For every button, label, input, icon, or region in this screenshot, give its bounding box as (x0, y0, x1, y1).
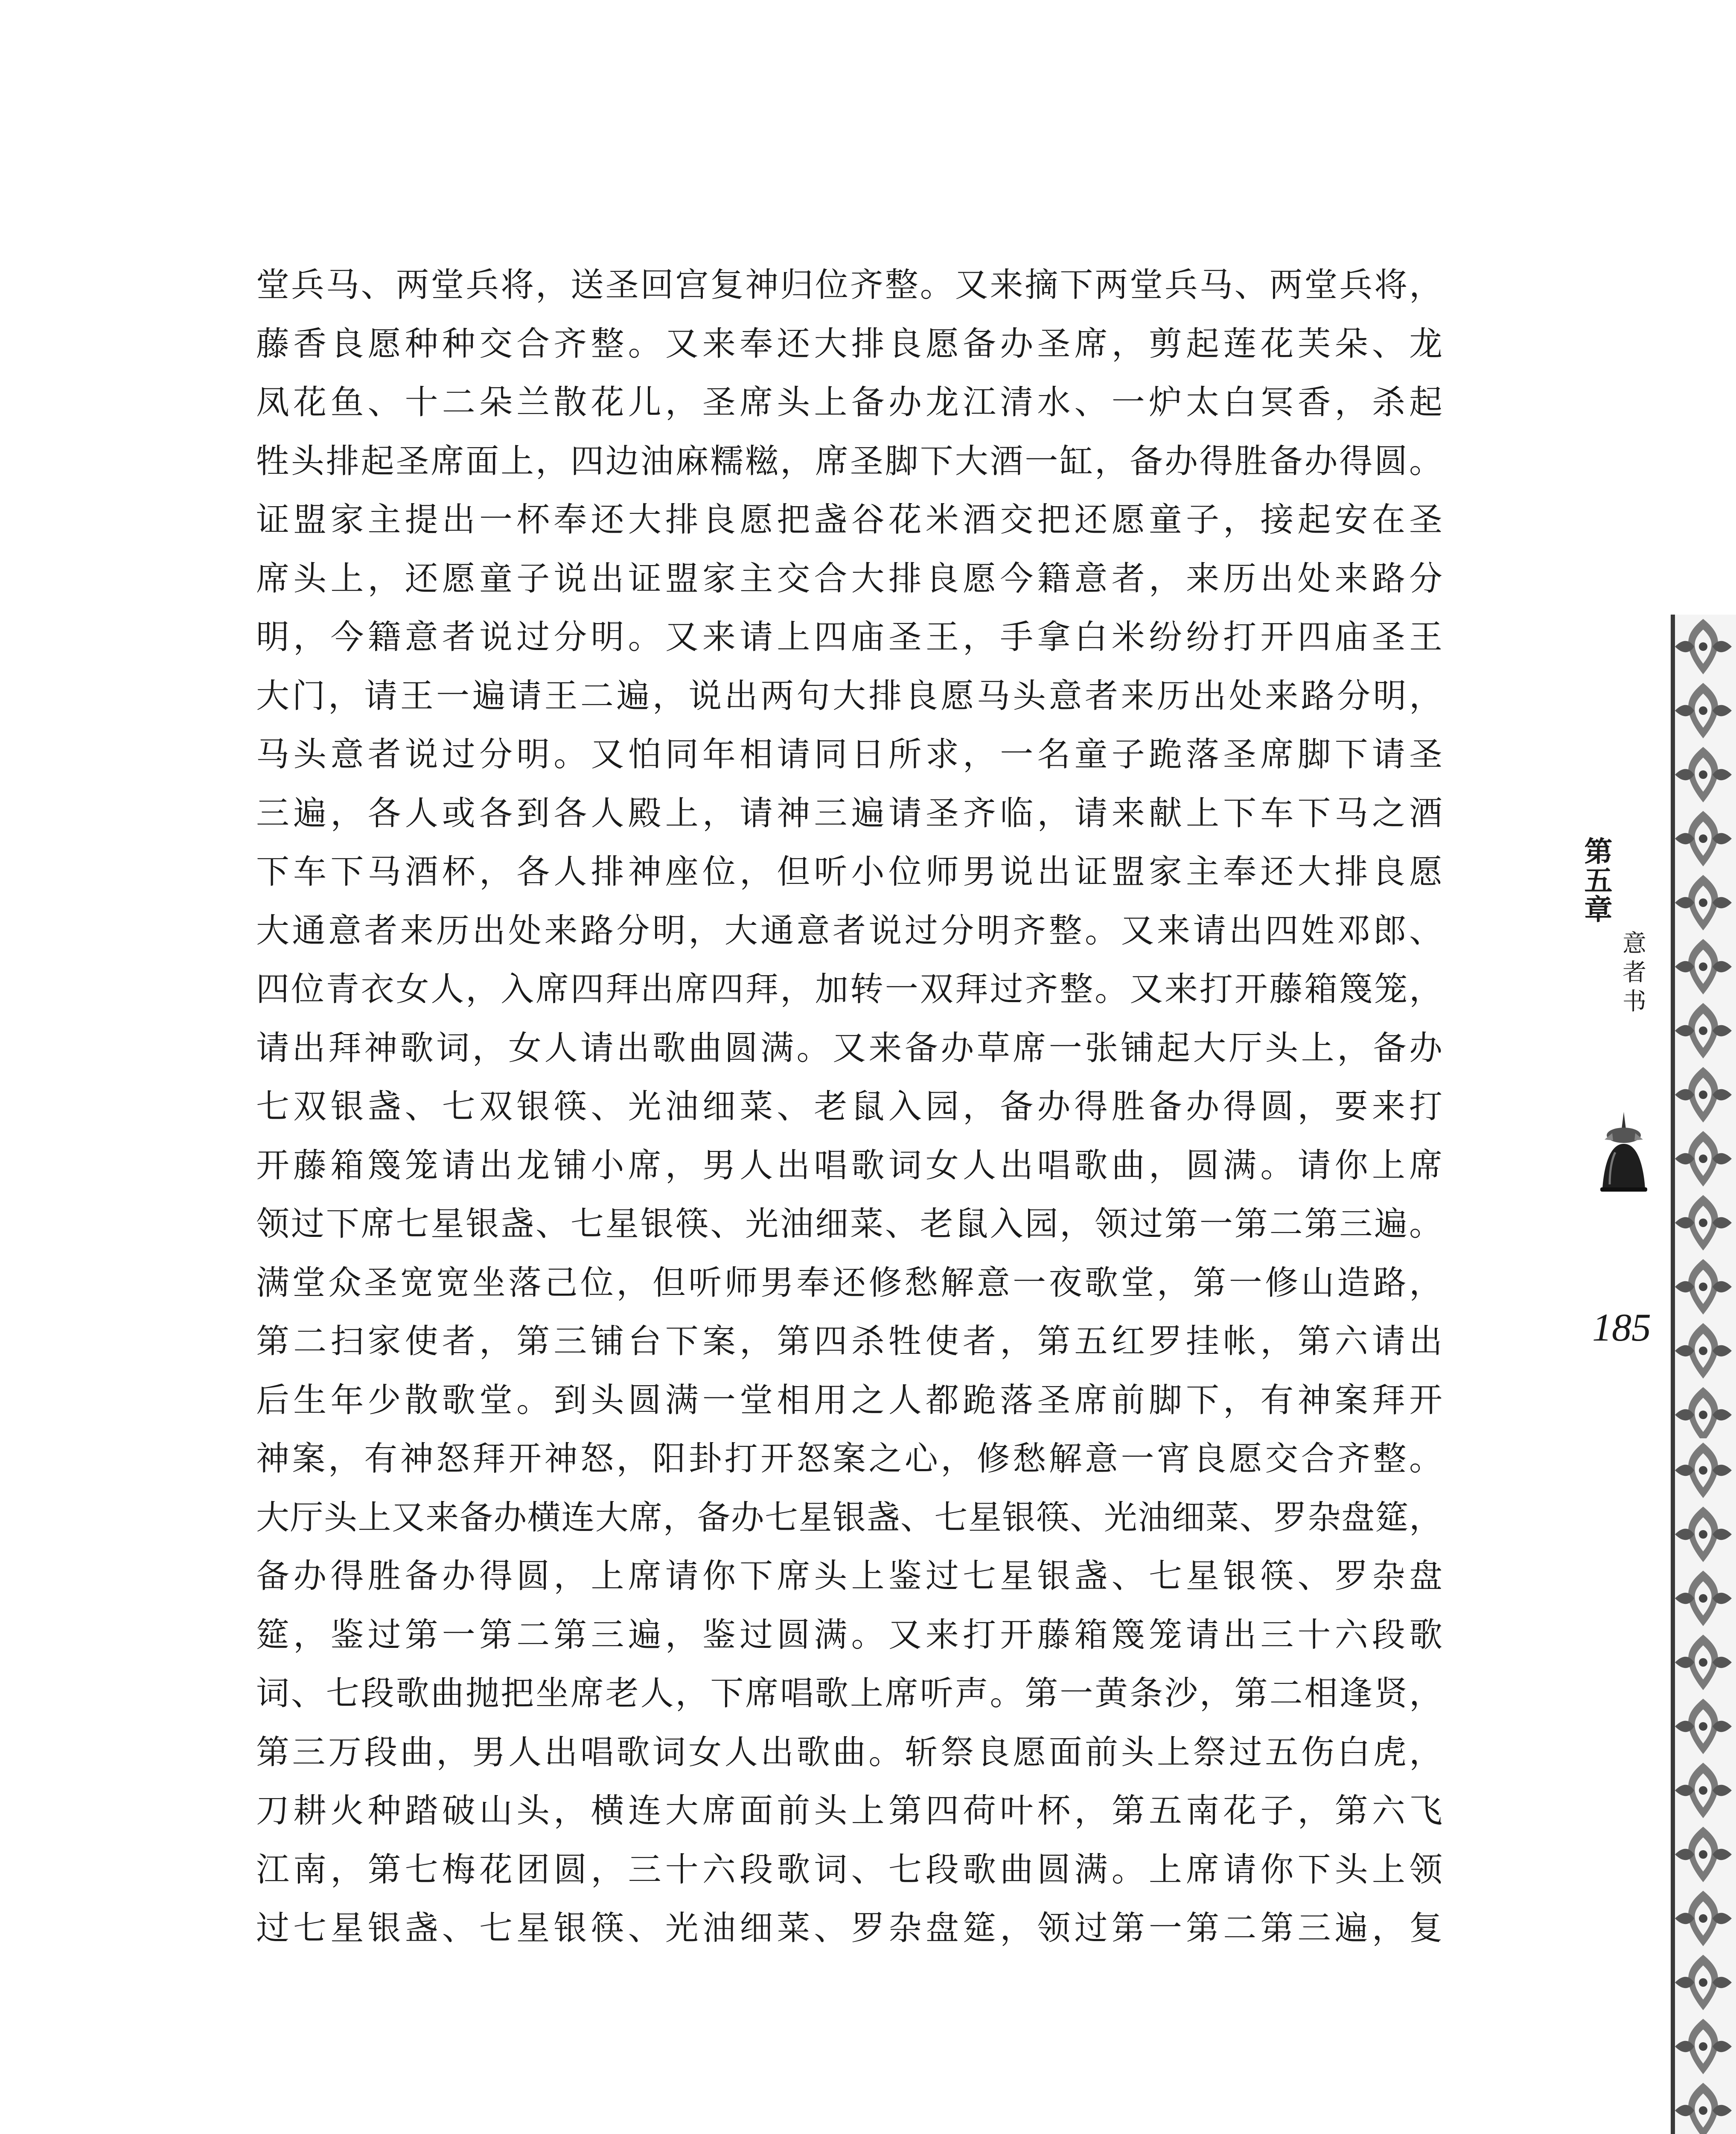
chapter-label: 第五章 (1579, 837, 1613, 924)
text-line: 大门，请王一遍请王二遍，说出两句大排良愿马头意者来历出处来路分明， (256, 676, 1442, 715)
text-line: 七双银盏、七双银筷、光油细菜、老鼠入园，备办得胜备办得圆，要来打 (256, 1087, 1442, 1126)
text-line: 马头意者说过分明。又怕同年相请同日所求，一名童子跪落圣席脚下请圣 (256, 735, 1442, 774)
page-number: 185 (1592, 1306, 1651, 1349)
text-line: 四位青衣女人，入席四拜出席四拜，加转一双拜过齐整。又来打开藤箱篾笼， (256, 970, 1442, 1009)
chapter-title: 意者书 (1619, 930, 1646, 1017)
text-line: 藤香良愿种种交合齐整。又来奉还大排良愿备办圣席，剪起莲花芙朵、龙 (256, 324, 1442, 363)
text-line: 凤花鱼、十二朵兰散花儿，圣席头上备办龙江清水、一炉太白冥香，杀起 (256, 383, 1442, 422)
text-line: 神案，有神怒拜开神怒，阳卦打开怒案之心，修愁解意一宵良愿交合齐整。 (256, 1440, 1442, 1478)
text-line: 第三万段曲，男人出唱歌词女人出歌曲。斩祭良愿面前头上祭过五伤白虎， (256, 1733, 1442, 1772)
text-line: 词、七段歌曲抛把坐席老人，下席唱歌上席听声。第一黄条沙，第二相逢贤， (256, 1674, 1442, 1713)
ornament-border (1671, 615, 1736, 1447)
text-line: 领过下席七星银盏、七星银筷、光油细菜、老鼠入园，领过第一第二第三遍。 (256, 1205, 1442, 1243)
text-line: 满堂众圣宽宽坐落己位，但听师男奉还修愁解意一夜歌堂，第一修山造路， (256, 1263, 1442, 1302)
text-line: 请出拜神歌词，女人请出歌曲圆满。又来备办草席一张铺起大厅头上，备办 (256, 1029, 1442, 1067)
text-line: 大厅头上又来备办横连大席，备办七星银盏、七星银筷、光油细菜、罗杂盘筵， (256, 1498, 1442, 1537)
text-line: 筵，鉴过第一第二第三遍，鉴过圆满。又来打开藤箱篾笼请出三十六段歌 (256, 1615, 1442, 1654)
text-line: 下车下马酒杯，各人排神座位，但听小位师男说出证盟家主奉还大排良愿 (256, 853, 1442, 891)
text-line: 明，今籍意者说过分明。又来请上四庙圣王，手拿白米纷纷打开四庙圣王 (256, 618, 1442, 656)
ornament-border-lower (1671, 1438, 1736, 2134)
text-line: 过七星银盏、七星银筷、光油细菜、罗杂盘筵，领过第一第二第三遍，复 (256, 1909, 1442, 1947)
body-text (256, 256, 1442, 1958)
text-line: 第二扫家使者，第三铺台下案，第四杀牲使者，第五红罗挂帐，第六请出 (256, 1322, 1442, 1361)
text-line: 后生年少散歌堂。到头圆满一堂相用之人都跪落圣席前脚下，有神案拜开 (256, 1381, 1442, 1420)
text-line: 证盟家主提出一杯奉还大排良愿把盏谷花米酒交把还愿童子，接起安在圣 (256, 501, 1442, 539)
text-line: 开藤箱篾笼请出龙铺小席，男人出唱歌词女人出唱歌曲，圆满。请你上席 (256, 1146, 1442, 1185)
text-line: 牲头排起圣席面上，四边油麻糯糍，席圣脚下大酒一缸，备办得胜备办得圆。 (256, 442, 1442, 481)
text-line: 堂兵马、两堂兵将，送圣回宫复神归位齐整。又来摘下两堂兵马、两堂兵将， (256, 266, 1442, 304)
text-line: 备办得胜备办得圆，上席请你下席头上鉴过七星银盏、七星银筷、罗杂盘 (256, 1557, 1442, 1595)
text-line: 席头上，还愿童子说出证盟家主交合大排良愿今籍意者，来历出处来路分 (256, 559, 1442, 598)
text-line: 江南，第七梅花团圆，三十六段歌词、七段歌曲圆满。上席请你下头上领 (256, 1850, 1442, 1889)
text-line: 三遍，各人或各到各人殿上，请神三遍请圣齐临，请来献上下车下马之酒 (256, 794, 1442, 833)
bell-icon (1592, 1110, 1656, 1195)
text-line: 刀耕火种踏破山头，横连大席面前头上第四荷叶杯，第五南花子，第六飞 (256, 1792, 1442, 1830)
text-line: 大通意者来历出处来路分明，大通意者说过分明齐整。又来请出四姓邓郎、 (256, 911, 1442, 950)
